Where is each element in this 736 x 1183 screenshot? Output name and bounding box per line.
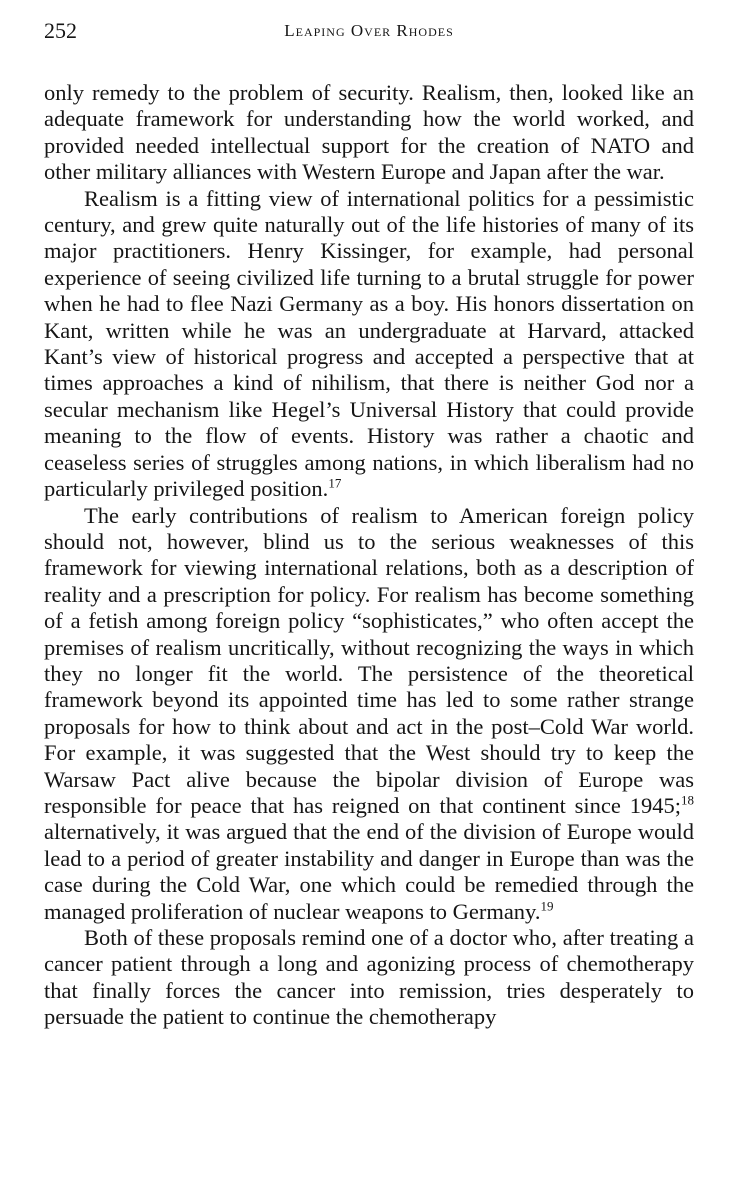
paragraph-2-text: Realism is a fitting view of international politics for a pessimistic century, and grew quite naturally out of the life histories of many of its major practitioners. Henry Kissinger, for example, had personal experience of seeing civilized life turning to a brutal struggle for power when he had to flee Nazi Germany as a boy. His honors dissertation on Kant, written while he was an undergraduate at Harvard, attacked Kant’s view of historical progress and accepted a perspective that at times approaches a kind of nihilism, that there is neither God nor a secular mechanism like Hegel’s Universal History that could provide meaning to the flow of events. History was rather a chaotic and ceaseless series of struggles among nations, in which liberalism had no particularly privileged position. [44, 185, 694, 502]
running-head: Leaping Over Rhodes [284, 21, 454, 40]
paragraph-1-text: only remedy to the problem of security. Realism, then, looked like an adequate framework for understanding how the world worked, and provided needed intellectual support for the creation of NATO and other military alliances with Western Europe and Japan after the war. [44, 80, 694, 185]
page-header [44, 14, 694, 48]
footnote-marker-18: 18 [681, 792, 694, 808]
paragraph-1 [44, 80, 694, 186]
paragraph-3 [44, 503, 694, 926]
paragraph-4-text: Both of these proposals remind one of a doctor who, after treating a cancer patient through a long and agonizing process of chemotherapy that finally forces the cancer into remission, tries desperately to persuade the patient to continue the chemotherapy [44, 925, 694, 1030]
paragraph-3-text-b: alternatively, it was argued that the end of the division of Europe would lead to a period of greater instability and danger in Europe than was the case during the Cold War, one which could be remedied through the managed proliferation of nuclear weapons to Germany. [44, 819, 694, 924]
footnote-marker-17: 17 [328, 475, 342, 491]
footnote-marker-19: 19 [540, 898, 554, 914]
paragraph-3-text-a: The early contributions of realism to American foreign policy should not, however, blind us to the serious weaknesses of this framework for viewing international relations, both as a description of reality and a prescription for policy. For realism has become something of a fetish among foreign policy “sophisticates,” who often accept the premises of realism uncritically, without recognizing the ways in which they no longer fit the world. The persistence of the theoretical framework beyond its appointed time has led to some rather strange proposals for how to think about and act in the post–Cold War world. For example, it was suggested that the West should try to keep the Warsaw Pact alive because the bipolar division of Europe was responsible for peace that has reigned on that continent since 1945; [44, 502, 694, 818]
page-number: 252 [44, 18, 77, 43]
body-text [44, 80, 694, 1031]
paragraph-2 [44, 186, 694, 503]
paragraph-4 [44, 925, 694, 1031]
